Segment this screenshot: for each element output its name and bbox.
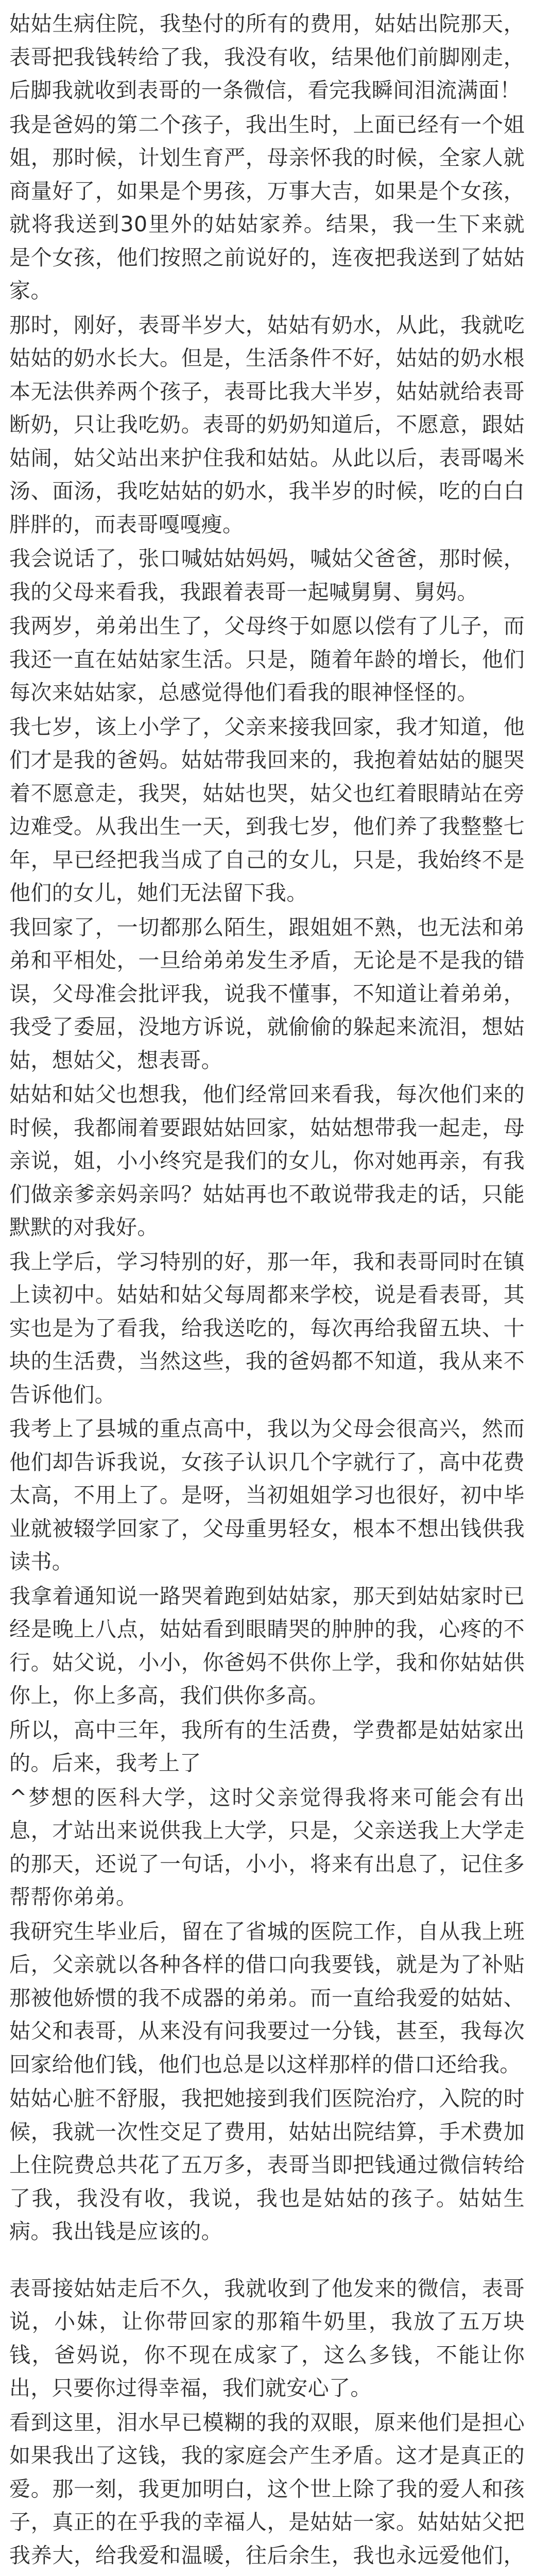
paragraph-3: 那时，刚好，表哥半岁大，姑姑有奶水，从此，我就吃姑姑的奶水长大。但是，生活条件不好，姑姑的奶水根本无法供养两个孩子，表哥比我大半岁，姑姑就给表哥断奶，只让我吃奶。表哥的奶奶知道后，不愿意，跟姑姑闹，姑父站出来护住我和姑姑。从此以后，表哥喝米汤、面汤，我吃姑姑的奶水，我半岁的时候，吃的白白胖胖的，而表哥嘎嘎瘦。 (9, 312, 525, 537)
paragraph-14: 我研究生毕业后，留在了省城的医院工作，自从我上班后，父亲就以各种各样的借口向我要钱，就是为了补贴那被他娇惯的我不成器的弟弟。而一直给我爱的姑姑、姑父和表哥，从来没有问我要过一分钱，甚至，我每次回家给他们钱，他们也总是以这样那样的借口还给我。 (9, 1919, 525, 2077)
paragraph-15: 姑姑心脏不舒服，我把她接到我们医院治疗，入院的时候，我就一次性交足了费用，姑姑出院结算，手术费加上住院费总共花了五万多，表哥当即把钱通过微信转给了我，我没有收，我说，我也是姑姑的孩子。姑姑生病。我出钱是应该的。 (9, 2086, 525, 2244)
paragraph-13: ^梦想的医科大学，这时父亲觉得我将来可能会有出息，才站出来说供我上大学，只是，父亲送我上大学走的那天，还说了一句话，小小，将来有出息了，记住多帮帮你弟弟。 (9, 1785, 525, 1909)
paragraph-10: 我考上了县城的重点高中，我以为父母会很高兴，然而他们却告诉我说，女孩子认识几个字就行了，高中花费太高，不用上了。是呀，当初姐姐学习也很好，初中毕业就被辍学回家了，父母重男轻女，根本不想出钱供我读书。 (9, 1416, 525, 1574)
paragraph-12: 所以，高中三年，我所有的生活费，学费都是姑姑家出的。后来，我考上了 (9, 1717, 525, 1775)
paragraph-5: 我两岁，弟弟出生了，父母终于如愿以偿有了儿子，而我还一直在姑姑家生活。只是，随着年龄的增长，他们每次来姑姑家，总感觉得他们看我的眼神怪怪的。 (9, 614, 525, 705)
paragraph-2: 我是爸妈的第二个孩子，我出生时，上面已经有一个姐姐，那时候，计划生育严，母亲怀我的时候，全家人就商量好了，如果是个男孩，万事大吉，如果是个女孩，就将我送到30里外的姑姑家养。结果，我一生下来就是个女孩，他们按照之前说好的，连夜把我送到了姑姑家。 (9, 112, 525, 303)
paragraph-11: 我拿着通知说一路哭着跑到姑姑家，那天到姑姑家时已经是晚上八点，姑姑看到眼睛哭的肿肿的我，心疼的不行。姑父说，小小，你爸妈不供你上学，我和你姑姑供你上，你上多高，我们供你多高。 (9, 1583, 525, 1708)
paragraph-1: 姑姑生病住院，我垫付的所有的费用，姑姑出院那天，表哥把我钱转给了我，我没有收，结果他们前脚刚走，后脚我就收到表哥的一条微信，看完我瞬间泪流满面！ (9, 11, 525, 103)
paragraph-16: 表哥接姑姑走后不久，我就收到了他发来的微信，表哥说，小妹，让你带回家的那箱牛奶里，我放了五万块钱，爸妈说，你不现在成家了，这么多钱，不能让你出，只要你过得幸福，我们就安心了。 (9, 2276, 525, 2400)
paragraph-17: 看到这里，泪水早已模糊的我的双眼，原来他们是担心如果我出了这钱，我的家庭会产生矛盾。这才是真正的爱。那一刻，我更加明白，这个世上除了我的爱人和孩子，真正的在乎我的幸福人，是姑姑一家。姑姑姑父把我养大，给我爱和温暖，往后余生，我也永远爱他们， (9, 2410, 525, 2568)
paragraph-9: 我上学后，学习特别的好，那一年，我和表哥同时在镇上读初中。姑姑和姑父每周都来学校，说是看表哥，其实也是为了看我，给我送吃的，每次再给我留五块、十块的生活费，当然这些，我的爸妈都不知道，我从来不告诉他们。 (9, 1249, 525, 1407)
paragraph-7: 我回家了，一切都那么陌生，跟姐姐不熟，也无法和弟弟和平相处，一旦给弟弟发生矛盾，无论是不是我的错误，父母准会批评我，说我不懂事，不知道让着弟弟，我受了委屈，没地方诉说，就偷偷的躲起来流泪，想姑姑，想姑父，想表哥。 (9, 914, 525, 1073)
paragraph-4: 我会说话了，张口喊姑姑妈妈，喊姑父爸爸，那时候，我的父母来看我，我跟着表哥一起喊舅舅、舅妈。 (9, 546, 525, 604)
paragraph-6: 我七岁，该上小学了，父亲来接我回家，我才知道，他们才是我的爸妈。姑姑带我回来的，我抱着姑姑的腿哭着不愿意走，我哭，姑姑也哭，姑父也红着眼睛站在旁边难受。从我出生一天，到我七岁，他们养了我整整七年，早已经把我当成了自己的女儿，只是，我始终不是他们的女儿，她们无法留下我。 (9, 714, 525, 905)
paragraph-8: 姑姑和姑父也想我，他们经常回来看我，每次他们来的时候，我都闹着要跟姑姑回家，姑姑想带我一起走，母亲说，姐，小小终究是我们的女儿，你对她再亲，有我们做亲爹亲妈亲吗？姑姑再也不敢说带我走的话，只能默默的对我好。 (9, 1082, 525, 1240)
